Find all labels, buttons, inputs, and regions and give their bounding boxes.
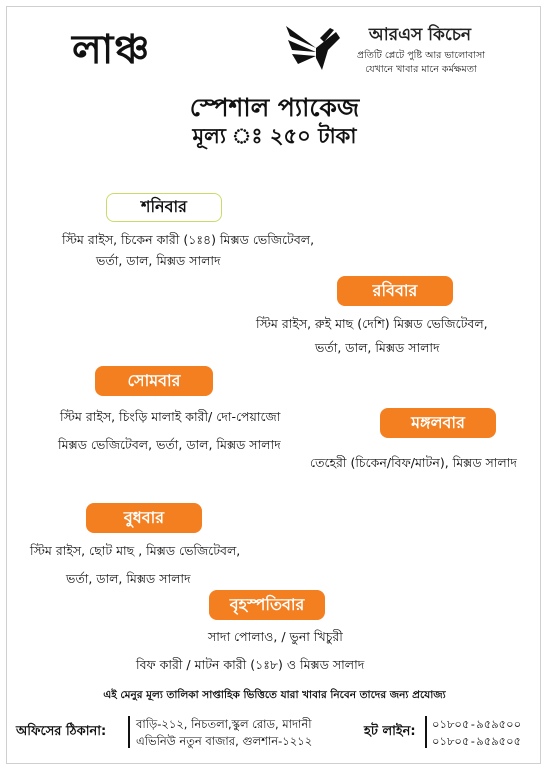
thursday-menu-line-1: সাদা পোলাও, / ভুনা খিচুরী	[208, 629, 343, 644]
office-address-line-2: এভিনিউ নতুন বাজার, গুলশান-১২১২	[136, 734, 313, 748]
divider	[425, 716, 427, 748]
day-pill-sunday: রবিবার	[337, 276, 453, 306]
thursday-menu-line-2: বিফ কারী / মাটন কারী (১ঃ৮) ও মিক্সড সালাদ	[136, 657, 365, 672]
day-pill-tuesday: মঙ্গলবার	[380, 408, 496, 438]
office-address-line-1: বাড়ি-২১২, নিচতলা,স্কুল রোড, মাদানী	[136, 717, 312, 731]
package-title: স্পেশাল প্যাকেজ	[189, 93, 360, 122]
wednesday-menu-line-1: স্টিম রাইস, ছোট মাছ , মিক্সড ভেজিটেবল,	[30, 543, 241, 558]
tagline-2: যেখানে খাবার মানে কর্মক্ষমতা	[365, 64, 477, 75]
saturday-menu-line-2: ভর্তা, ডাল, মিক্সড সালাদ	[96, 253, 221, 268]
hotline-label: হট লাইন:	[364, 724, 416, 739]
monday-menu-line-2: মিক্সড ভেজিটেবল, ভর্তা, ডাল, মিক্সড সালাদ	[58, 437, 281, 452]
hotline-phone-2: ০১৮০৫-৯৫৯৫০৫	[432, 734, 522, 748]
brand-title: লাঞ্চ	[72, 27, 151, 73]
day-pill-wednesday: বুধবার	[86, 503, 202, 533]
package-price: মূল্য ঃ ২৫০ টাকা	[192, 124, 357, 148]
day-pill-saturday: শনিবার	[106, 193, 222, 222]
divider	[128, 716, 130, 748]
pricing-note: এই মেনুর মূল্য তালিকা সাপ্তাহিক ভিত্তিতে যারা খাবার নিবেন তাদের জন্য প্রযোজ্য	[103, 689, 446, 701]
sunday-menu-line-2: ভর্তা, ডাল, মিক্সড সালাদ	[315, 340, 440, 355]
tagline-1: প্রতিটি প্লেটে পুষ্টি আর ভালোবাসা	[357, 50, 485, 61]
monday-menu-line-1: স্টিম রাইস, চিংড়ি মালাই কারী/ দো-পেয়াজো	[60, 409, 281, 424]
saturday-menu-line-1: স্টিম রাইস, চিকেন কারী (১ঃ৪) মিক্সড ভেজিটেবল,	[62, 232, 315, 247]
day-pill-thursday: বৃহস্পতিবার	[209, 590, 325, 620]
company-name: আরএস কিচেন	[368, 25, 472, 45]
sunday-menu-line-1: স্টিম রাইস, রুই মাছ (দেশি) মিক্সড ভেজিটেবল,	[256, 316, 488, 331]
day-pill-monday: সোমবার	[95, 366, 213, 396]
hotline-phone-1: ০১৮০৫-৯৫৯৫০০	[432, 717, 522, 731]
office-address-label: অফিসের ঠিকানা:	[16, 724, 107, 739]
bird-wing-logo-icon	[282, 18, 344, 80]
tuesday-menu-line-1: তেহেরী (চিকেন/বিফ/মাটন), মিক্সড সালাদ	[310, 455, 517, 470]
wednesday-menu-line-2: ভর্তা, ডাল, মিক্সড সালাদ	[66, 571, 191, 586]
